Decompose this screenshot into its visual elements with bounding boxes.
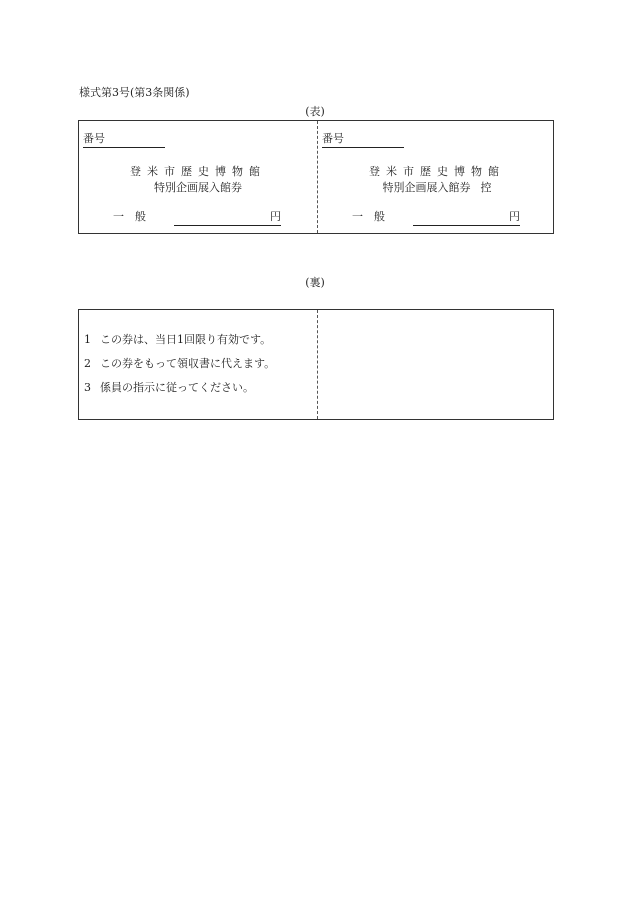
list-item <box>84 381 275 405</box>
ticket-number-field: 番号 <box>83 130 165 148</box>
stub-number-field: 番号 <box>322 130 404 148</box>
note-text: この券は、当日1回限り有効です。 <box>100 333 272 346</box>
stub-category-label: 一 般 <box>352 210 385 223</box>
ticket-back-stub <box>318 310 556 419</box>
note-text: この券をもって領収書に代えます。 <box>100 357 276 370</box>
note-number: 2 <box>84 357 91 370</box>
front-face-label: (表) <box>305 105 325 118</box>
ticket-front-main <box>79 121 317 233</box>
list-item <box>84 333 275 357</box>
stub-label: 控 <box>480 181 492 194</box>
ticket-back-main <box>79 310 317 419</box>
note-text: 係員の指示に従ってください。 <box>100 381 254 394</box>
ticket-back <box>78 309 554 420</box>
stub-price-field: 円 <box>413 208 520 226</box>
ticket-title-text: 特別企画展入館券 <box>154 181 242 194</box>
ticket-front-stub <box>318 121 556 233</box>
museum-name: 登米市歴史博物館 <box>130 165 266 178</box>
category-label: 一 般 <box>113 210 146 223</box>
back-face-label: (裏) <box>305 276 325 289</box>
note-number: 1 <box>84 333 91 346</box>
form-number-label: 様式第3号(第3条関係) <box>79 86 190 99</box>
note-number: 3 <box>84 381 91 394</box>
notes-list <box>84 333 275 405</box>
price-field: 円 <box>174 208 281 226</box>
list-item <box>84 357 275 381</box>
stub-ticket-title <box>318 179 556 195</box>
stub-museum-name: 登米市歴史博物館 <box>369 165 505 178</box>
ticket-title <box>79 179 317 195</box>
stub-ticket-title-text: 特別企画展入館券 <box>382 181 471 194</box>
ticket-front <box>78 120 554 234</box>
